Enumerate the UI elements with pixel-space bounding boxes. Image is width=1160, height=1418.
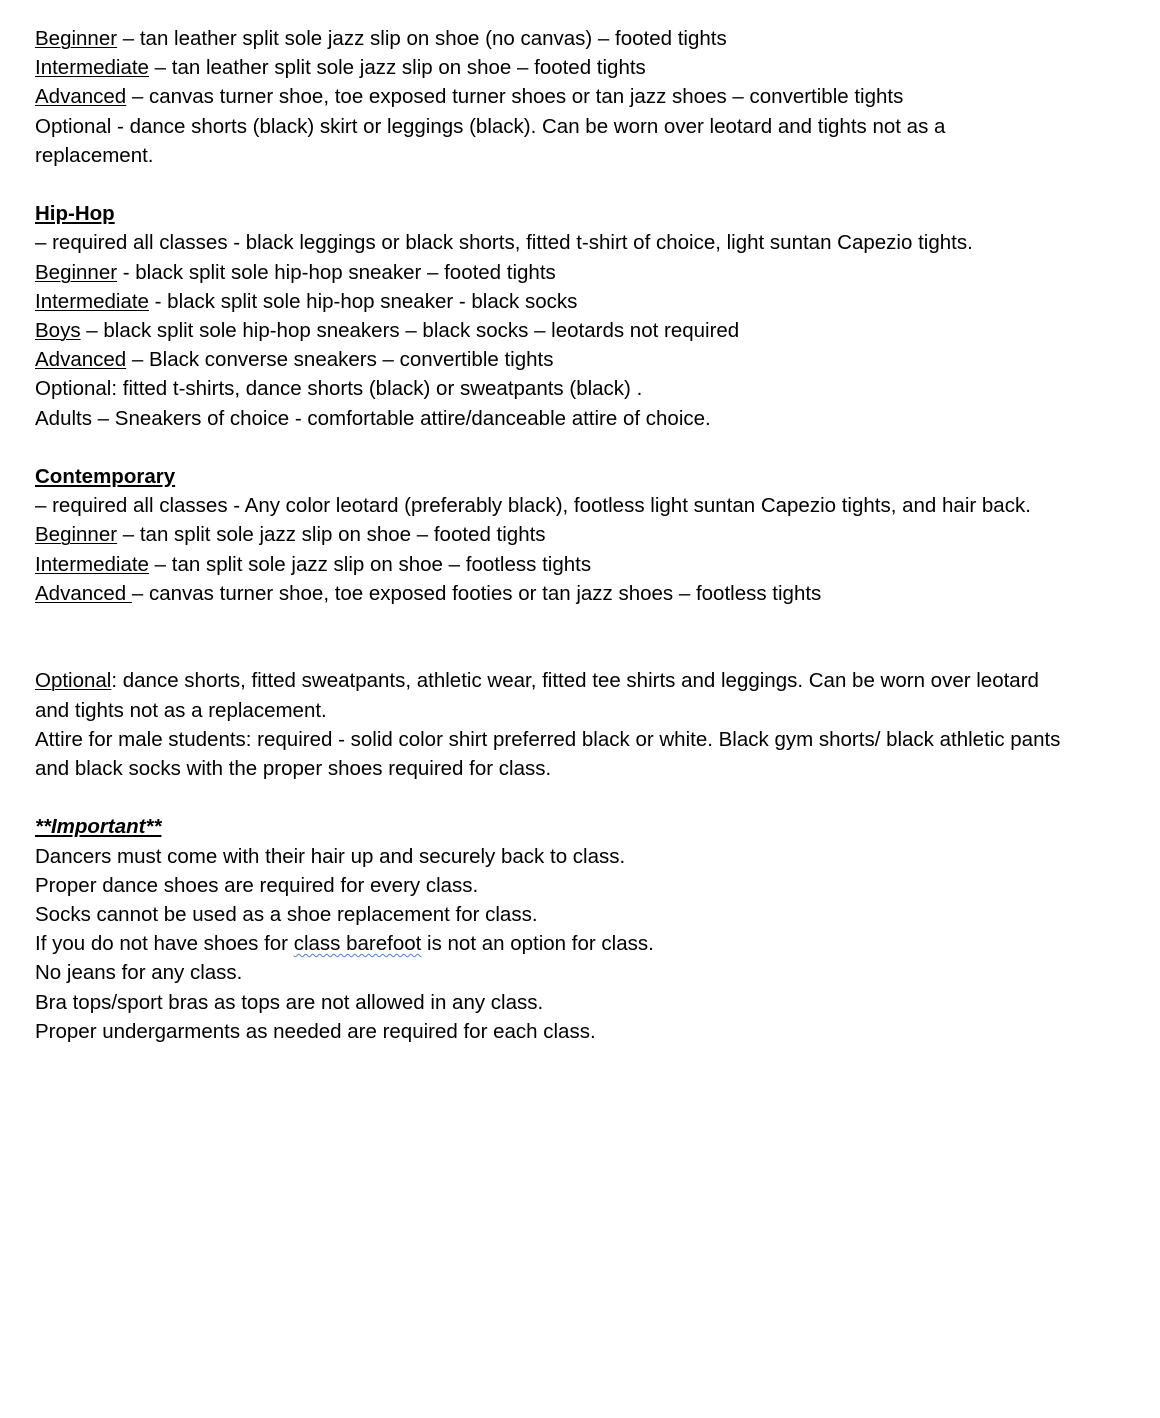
level-text: – tan split sole jazz slip on shoe – footed tights [117,523,546,547]
level-label: Advanced [35,85,127,109]
spacer [35,637,1065,666]
level-label: Boys [35,319,81,343]
hiphop-beginner-line [35,258,1065,287]
section-heading: Contemporary [35,465,176,489]
spacer [35,783,1065,812]
level-text: - black split sole hip-hop sneaker – footed tights [117,260,556,284]
rule-line-barefoot [35,929,1065,958]
document-page [35,24,1065,1046]
jazz-advanced-line [35,82,1065,111]
level-label: Beginner [35,523,118,547]
jazz-intermediate-line [35,53,1065,82]
level-label: Beginner [35,27,118,50]
contemporary-beginner-line [35,520,1065,549]
section-heading: **Important** [35,815,162,839]
level-text: – Black converse sneakers – convertible tights [126,348,554,372]
jazz-beginner-line [35,24,1065,53]
level-text: – tan leather split sole jazz slip on shoe (no canvas) – footed tights [117,27,727,50]
level-label: Intermediate [35,56,149,80]
hiphop-intermediate-line [35,287,1065,316]
hiphop-adults-line: Adults – Sneakers of choice - comfortable attire/danceable attire of choice. [35,406,711,430]
level-text: – canvas turner shoe, toe exposed turner shoes or tan jazz shoes – convertible tights [126,85,904,109]
level-text: – tan split sole jazz slip on shoe – footless tights [148,552,592,576]
hiphop-boys-line [35,316,1065,345]
rule-text: is not an option for class. [421,932,654,956]
level-text: - black split sole hip-hop sneaker - black socks [148,289,578,313]
level-text: – black split sole hip-hop sneakers – black socks – leotards not required [80,319,740,343]
male-attire-line: Attire for male students: required - solid color shirt preferred black or white. Black gym shorts/ black athletic pants and black socks with the proper shoes required for class. [35,727,1061,781]
level-label: Advanced [35,348,127,372]
spacer [35,170,1065,199]
rule-line: Proper dance shoes are required for every class. [35,873,479,897]
level-label: Intermediate [35,289,149,313]
spellcheck-flagged-text[interactable]: class barefoot [293,932,422,956]
jazz-optional-line: Optional - dance shorts (black) skirt or leggings (black). Can be worn over leotard and tights not as a replacement. [35,114,946,167]
general-optional-line [35,666,1065,724]
spacer [35,433,1065,462]
spacer [35,608,1065,637]
section-heading: Hip-Hop [35,202,115,226]
hiphop-advanced-line [35,345,1065,374]
contemporary-required-line: – required all classes - Any color leotard (preferably black), footless light suntan Capezio tights, and hair back. [35,494,1031,518]
level-label: Intermediate [35,552,149,576]
optional-label: Optional [35,669,112,693]
hiphop-required-line: – required all classes - black leggings or black shorts, fitted t-shirt of choice, light suntan Capezio tights. [35,231,973,255]
optional-text: : dance shorts, fitted sweatpants, athletic wear, fitted tee shirts and leggings. Can be worn over leotard and tights not as a replacement. [35,669,1039,722]
rule-line: Proper undergarments as needed are required for each class. [35,1019,596,1043]
contemporary-intermediate-line [35,550,1065,579]
rule-line: Dancers must come with their hair up and securely back to class. [35,844,626,868]
level-text: – tan leather split sole jazz slip on shoe – footed tights [148,56,646,80]
hiphop-heading [35,199,1065,228]
level-label: Beginner [35,260,118,284]
level-label: Advanced [35,581,132,605]
rule-line: Bra tops/sport bras as tops are not allowed in any class. [35,990,544,1014]
hiphop-optional-line: Optional: fitted t-shirts, dance shorts (black) or sweatpants (black) . [35,377,643,401]
contemporary-advanced-line [35,579,1065,608]
level-text: – canvas turner shoe, toe exposed footies or tan jazz shoes – footless tights [131,581,822,605]
important-heading [35,812,1065,841]
rule-text: If you do not have shoes for [35,932,294,956]
rule-line: No jeans for any class. [35,961,243,985]
contemporary-heading [35,462,1065,491]
rule-line: Socks cannot be used as a shoe replacement for class. [35,903,538,927]
